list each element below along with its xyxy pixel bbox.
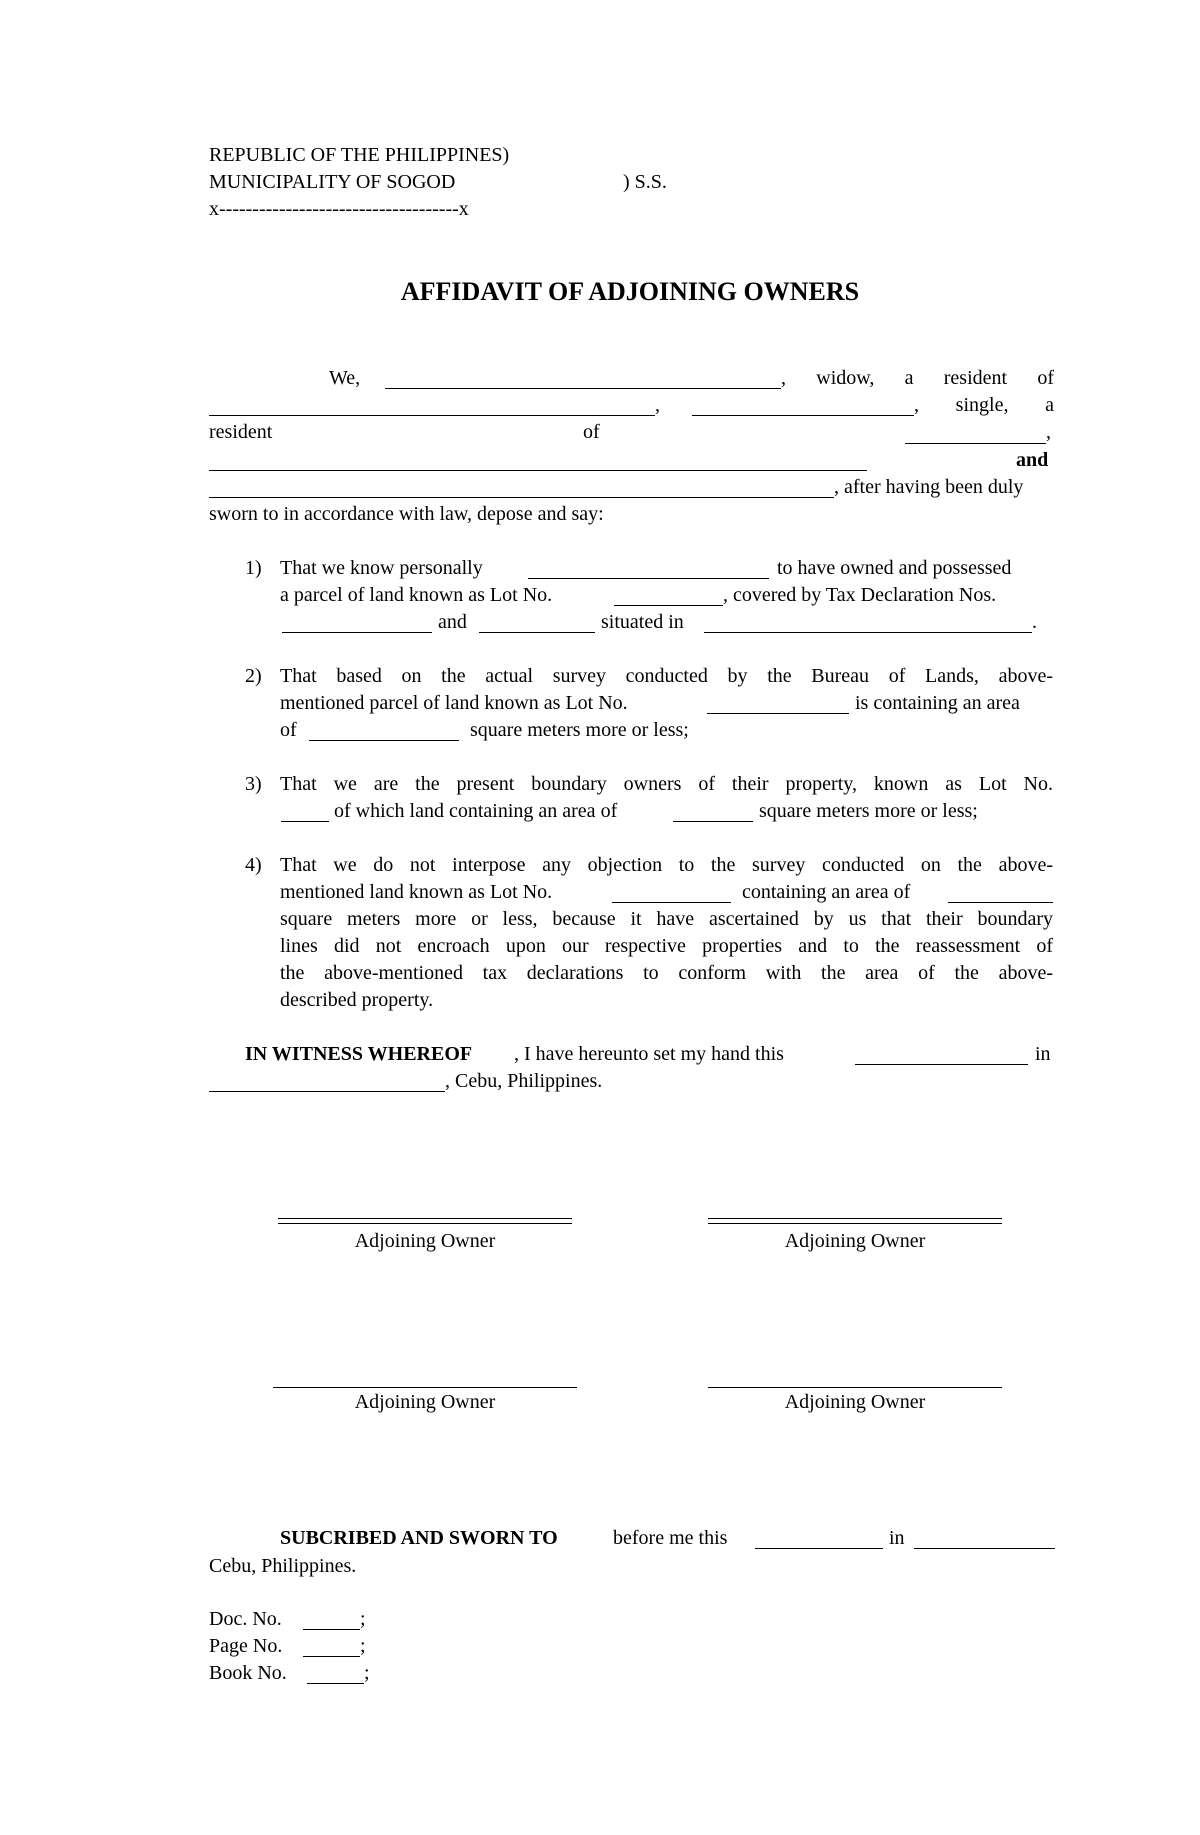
doc-no-blank[interactable] <box>303 1629 360 1630</box>
page-no-blank[interactable] <box>303 1656 360 1657</box>
signature-label-2: Adjoining Owner <box>784 1230 926 1252</box>
intro-widow: , widow, a resident of <box>781 367 1054 389</box>
witness-text: , I have hereunto set my hand this <box>514 1043 784 1065</box>
item-3-text-c: square meters more or less; <box>759 800 978 822</box>
book-no-label: Book No. <box>209 1662 287 1684</box>
doc-no-semicolon: ; <box>360 1608 366 1630</box>
area-blank-1[interactable] <box>309 740 459 741</box>
book-no-blank[interactable] <box>307 1683 364 1684</box>
lot-no-blank-3[interactable] <box>281 821 329 822</box>
header-municipality: MUNICIPALITY OF SOGOD <box>209 171 456 193</box>
residence-blank-1[interactable] <box>209 415 655 416</box>
intro-resident: resident <box>209 421 273 443</box>
header-ss: ) S.S. <box>623 171 667 193</box>
lot-no-blank-4[interactable] <box>612 902 731 903</box>
name-blank-1[interactable] <box>385 388 781 389</box>
intro-sworn: sworn to in accordance with law, depose and say: <box>209 503 604 525</box>
item-1-period: . <box>1032 611 1037 633</box>
item-3-number: 3) <box>245 773 262 795</box>
item-1-text-d: , covered by Tax Declaration Nos. <box>723 584 997 606</box>
place-blank-1[interactable] <box>209 1091 445 1092</box>
area-blank-3[interactable] <box>948 902 1053 903</box>
jurat-heading: SUBCRIBED AND SWORN TO <box>280 1527 558 1549</box>
lot-no-blank-2[interactable] <box>707 713 849 714</box>
item-4-text-f: the above-mentioned tax declarations to conform with the area of the above- <box>280 962 1053 984</box>
item-1-text-a: That we know personally <box>280 557 483 579</box>
residence-blank-3[interactable] <box>209 497 834 498</box>
intro-single: , single, a <box>914 394 1054 416</box>
item-4-text-g: described property. <box>280 989 434 1011</box>
item-2-text-b: mentioned parcel of land known as Lot No. <box>280 692 628 714</box>
date-blank-1[interactable] <box>855 1064 1028 1065</box>
signature-label-3: Adjoining Owner <box>354 1391 496 1413</box>
jurat-place: Cebu, Philippines. <box>209 1555 357 1577</box>
place-blank-2[interactable] <box>914 1548 1055 1549</box>
tax-dec-blank-1[interactable] <box>282 632 432 633</box>
item-2-of: of <box>280 719 297 741</box>
date-blank-2[interactable] <box>755 1548 883 1549</box>
item-2-text-a: That based on the actual survey conducted by the Bureau of Lands, above- <box>280 665 1053 687</box>
item-1-number: 1) <box>245 557 262 579</box>
page-no-semicolon: ; <box>360 1635 366 1657</box>
header-republic: REPUBLIC OF THE PHILIPPINES) <box>209 144 510 166</box>
name-blank-2[interactable] <box>692 415 914 416</box>
witness-place: , Cebu, Philippines. <box>445 1070 603 1092</box>
intro-we: We, <box>329 367 361 389</box>
item-4-text-b: mentioned land known as Lot No. <box>280 881 553 903</box>
intro-and: and <box>1016 449 1049 471</box>
jurat-text: before me this <box>613 1527 728 1549</box>
intro-after: , after having been duly <box>834 476 1024 498</box>
doc-no-label: Doc. No. <box>209 1608 282 1630</box>
intro-comma: , <box>655 394 660 416</box>
item-1-text-b: to have owned and possessed <box>777 557 1012 579</box>
area-blank-2[interactable] <box>673 821 753 822</box>
item-4-text-d: square meters more or less, because it have ascertained by us that their boundary <box>280 908 1053 930</box>
signature-line-4[interactable] <box>708 1387 1002 1388</box>
item-1-text-c: a parcel of land known as Lot No. <box>280 584 553 606</box>
intro-of: of <box>583 421 600 443</box>
signature-label-4: Adjoining Owner <box>784 1391 926 1413</box>
witness-heading: IN WITNESS WHEREOF <box>245 1043 473 1065</box>
item-4-text-c: containing an area of <box>742 881 911 903</box>
item-2-text-d: square meters more or less; <box>470 719 689 741</box>
item-1-and: and <box>438 611 467 633</box>
item-3-text-b: of which land containing an area of <box>334 800 618 822</box>
item-2-text-c: is containing an area <box>855 692 1020 714</box>
page-title: AFFIDAVIT OF ADJOINING OWNERS <box>400 277 860 306</box>
lot-no-blank-1[interactable] <box>614 605 723 606</box>
owner-blank[interactable] <box>528 578 769 579</box>
signature-line-1[interactable] <box>278 1218 572 1224</box>
signature-line-2[interactable] <box>708 1218 1002 1224</box>
item-4-text-e: lines did not encroach upon our respective properties and to the reassessment of <box>280 935 1053 957</box>
item-4-number: 4) <box>245 854 262 876</box>
jurat-in: in <box>889 1527 905 1549</box>
book-no-semicolon: ; <box>364 1662 370 1684</box>
item-3-text-a: That we are the present boundary owners of their property, known as Lot No. <box>280 773 1053 795</box>
witness-in: in <box>1035 1043 1051 1065</box>
header-separator: x------------------------------------x <box>209 198 469 220</box>
signature-line-3[interactable] <box>273 1387 577 1388</box>
residence-blank-2[interactable] <box>905 443 1046 444</box>
location-blank[interactable] <box>704 632 1032 633</box>
item-2-number: 2) <box>245 665 262 687</box>
item-1-situated: situated in <box>601 611 684 633</box>
page-no-label: Page No. <box>209 1635 283 1657</box>
signature-label-1: Adjoining Owner <box>354 1230 496 1252</box>
intro-comma-2: , <box>1046 421 1051 443</box>
name-blank-3[interactable] <box>209 470 867 471</box>
tax-dec-blank-2[interactable] <box>479 632 595 633</box>
item-4-text-a: That we do not interpose any objection to the survey conducted on the above- <box>280 854 1053 876</box>
